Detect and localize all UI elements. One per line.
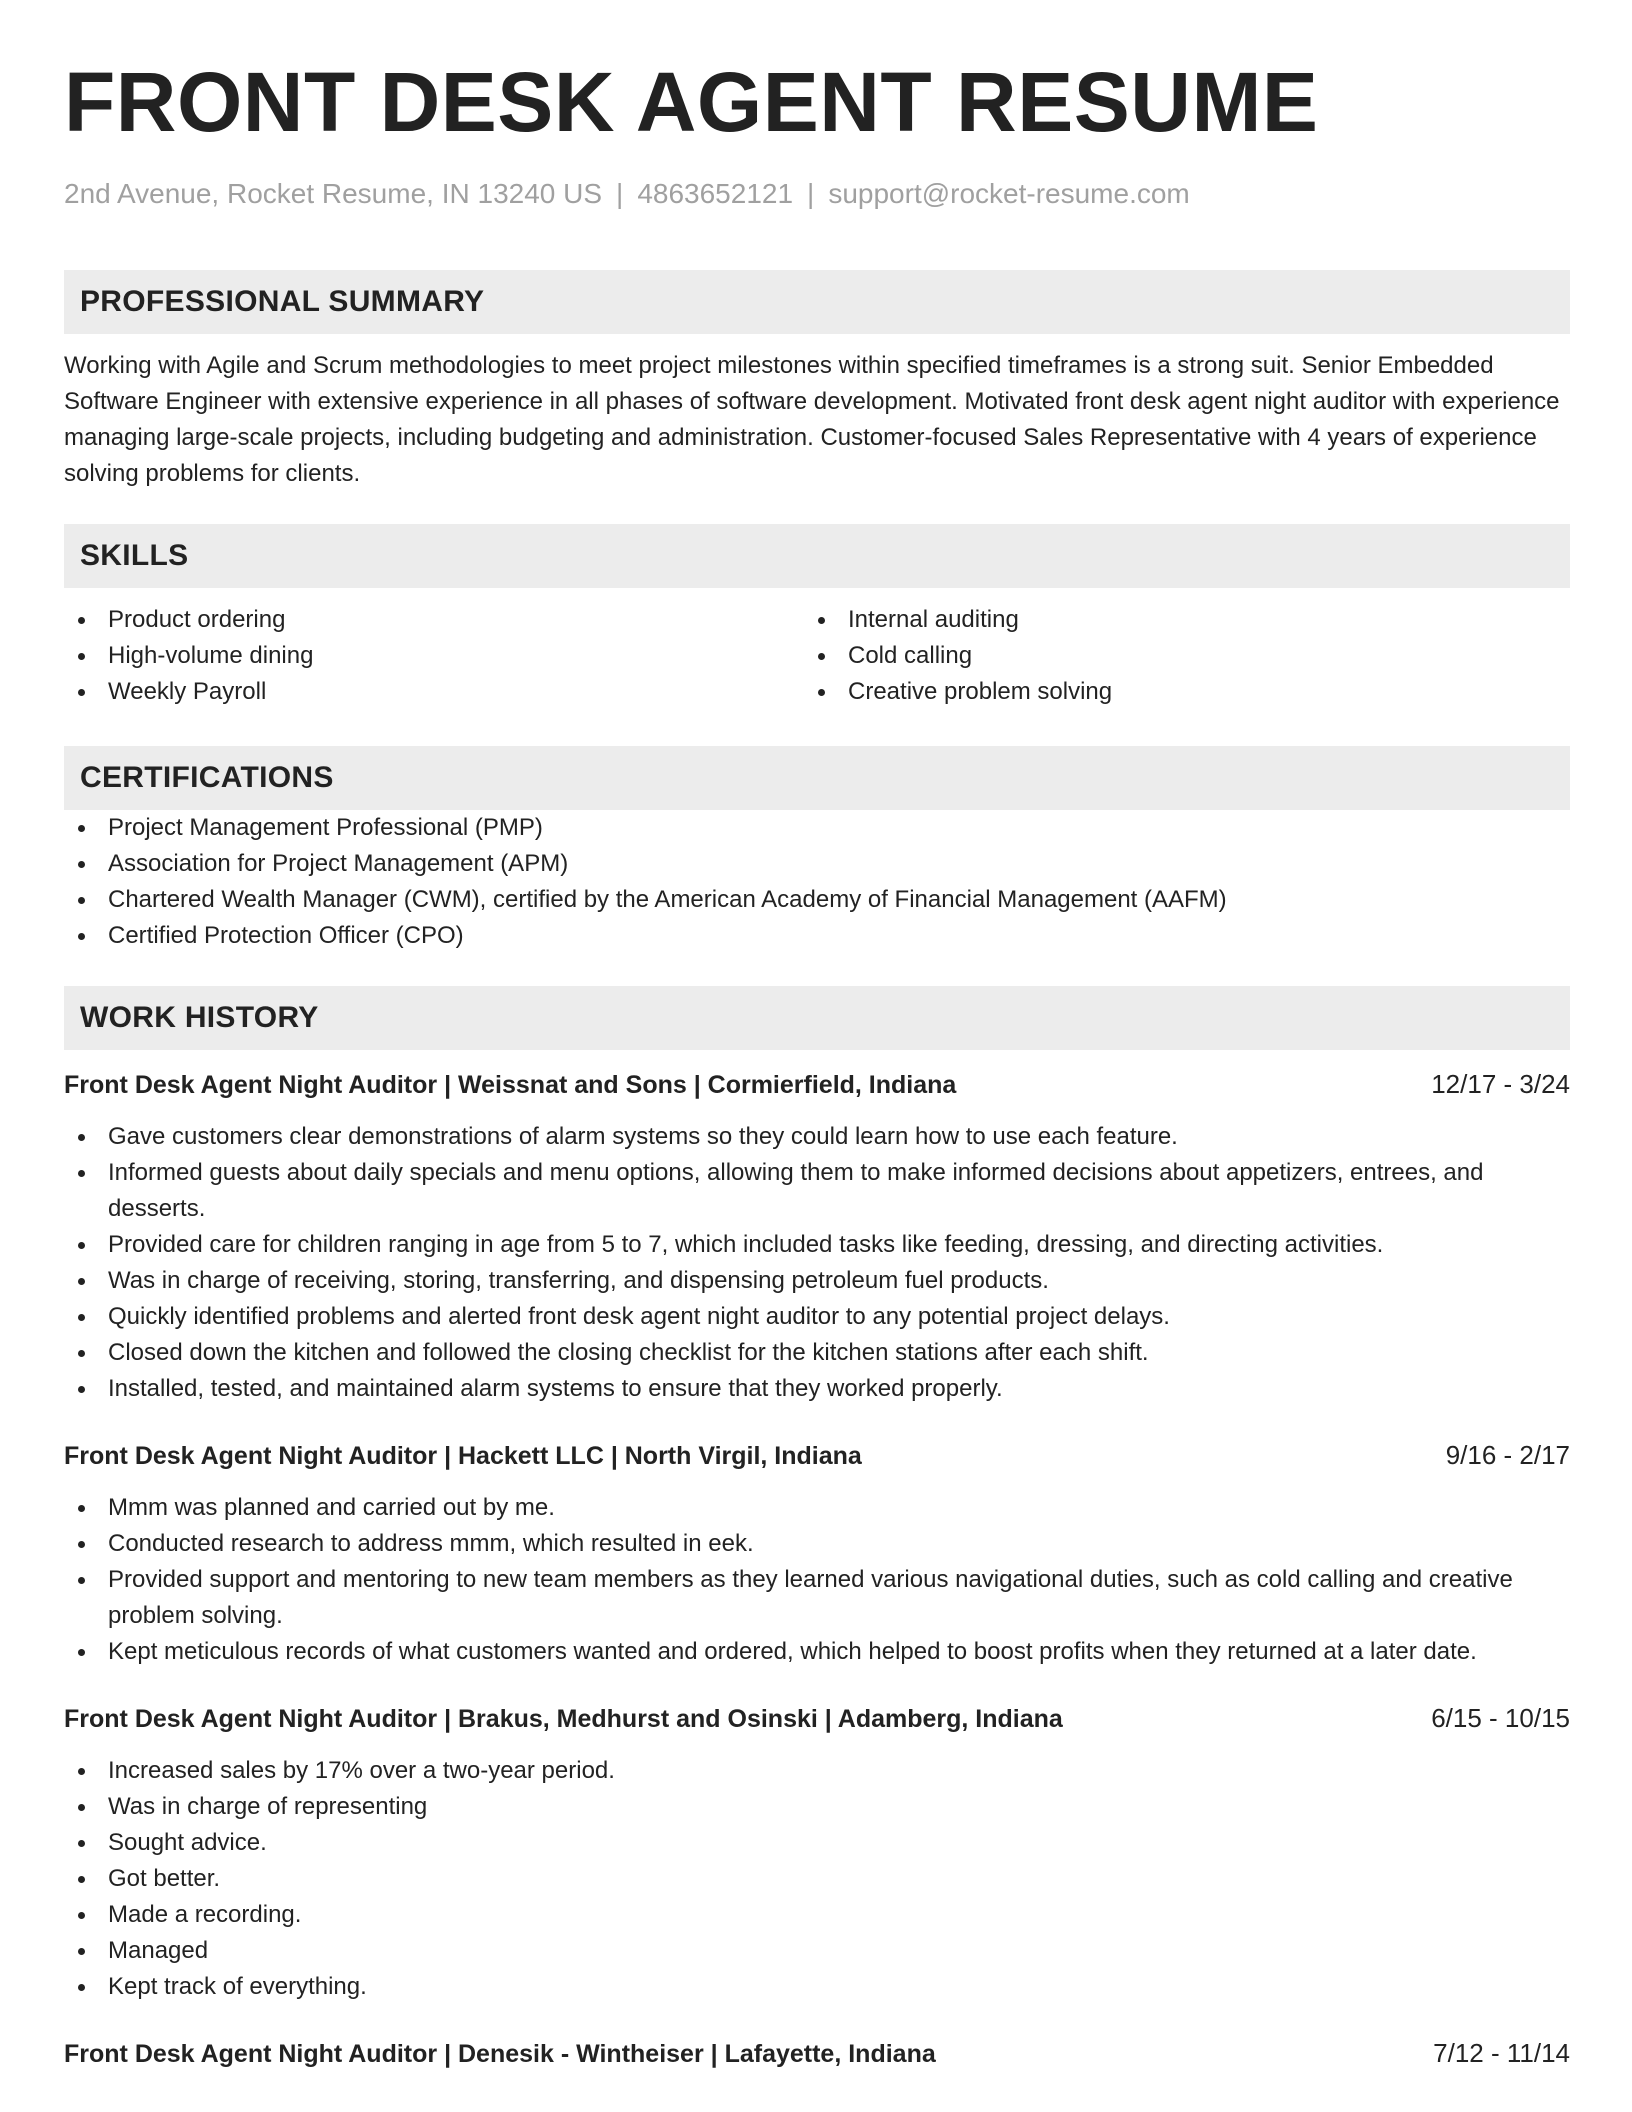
job-duty: Kept meticulous records of what customers wanted and ordered, which helped to boost profits when they returned at a later date. — [64, 1634, 1570, 1670]
skill-item: High-volume dining — [64, 638, 804, 674]
resume-title: FRONT DESK AGENT RESUME — [64, 55, 1319, 149]
job-duty: Installed, tested, and maintained alarm systems to ensure that they worked properly. — [64, 1371, 1570, 1407]
skill-item: Creative problem solving — [804, 674, 1570, 710]
job-duty: Provided care for children ranging in age from 5 to 7, which included tasks like feeding, dressing, and directing activities. — [64, 1227, 1570, 1263]
job-duty: Conducted research to address mmm, which resulted in eek. — [64, 1526, 1570, 1562]
job-duty: Gave customers clear demonstrations of alarm systems so they could learn how to use each feature. — [64, 1119, 1570, 1155]
job-title: Front Desk Agent Night Auditor | Hackett LLC | North Virgil, Indiana — [64, 1442, 862, 1470]
job-duty: Mmm was planned and carried out by me. — [64, 1490, 1570, 1526]
job-duty: Was in charge of representing — [64, 1789, 1570, 1825]
job-duty: Provided support and mentoring to new team members as they learned various navigational duties, such as cold calling and creative problem solving. — [64, 1562, 1570, 1634]
job-entry — [64, 1700, 1570, 2005]
skills-grid — [64, 602, 1570, 710]
skill-item: Cold calling — [804, 638, 1570, 674]
skills-list-left — [64, 602, 804, 710]
contact-line — [64, 176, 1570, 212]
skill-item: Weekly Payroll — [64, 674, 804, 710]
contact-address: 2nd Avenue, Rocket Resume, IN 13240 US — [64, 178, 603, 209]
job-duty: Was in charge of receiving, storing, transferring, and dispensing petroleum fuel products. — [64, 1263, 1570, 1299]
job-dates: 12/17 - 3/24 — [1431, 1069, 1570, 1099]
summary-text: Working with Agile and Scrum methodologies to meet project milestones within specified timeframes is a strong suit. Senior Embedded Software Engineer with extensive experience in all phases of software development. Motivated front desk agent night auditor with experience managing large-scale projects, including budgeting and administration. Customer-focused Sales Representative with 4 years of experience solving problems for clients. — [64, 352, 1560, 487]
skill-item: Product ordering — [64, 602, 804, 638]
job-dates: 9/16 - 2/17 — [1445, 1440, 1570, 1470]
section-header-work-history: WORK HISTORY — [64, 986, 1570, 1050]
job-duty: Sought advice. — [64, 1825, 1570, 1861]
section-header-skills: SKILLS — [64, 524, 1570, 588]
job-duties — [64, 1753, 1570, 2005]
job-header — [64, 2035, 1570, 2072]
job-entry — [64, 2035, 1570, 2072]
job-entry — [64, 1437, 1570, 1670]
job-title: Front Desk Agent Night Auditor | Weissnat and Sons | Cormierfield, Indiana — [64, 1071, 957, 1099]
job-header — [64, 1066, 1570, 1103]
contact-phone: 4863652121 — [637, 178, 794, 209]
certification-item: Project Management Professional (PMP) — [64, 810, 1570, 846]
job-duty: Quickly identified problems and alerted front desk agent night auditor to any potential project delays. — [64, 1299, 1570, 1335]
certifications-list — [64, 810, 1570, 954]
job-duties — [64, 1119, 1570, 1407]
job-duty: Got better. — [64, 1861, 1570, 1897]
job-title: Front Desk Agent Night Auditor | Brakus, Medhurst and Osinski | Adamberg, Indiana — [64, 1705, 1063, 1733]
job-dates: 7/12 - 11/14 — [1433, 2038, 1570, 2068]
section-header-summary: PROFESSIONAL SUMMARY — [64, 270, 1570, 334]
contact-separator: | — [807, 178, 815, 209]
contact-email: support@rocket-resume.com — [828, 178, 1190, 209]
job-header — [64, 1700, 1570, 1737]
section-header-certifications: CERTIFICATIONS — [64, 746, 1570, 810]
job-dates: 6/15 - 10/15 — [1431, 1703, 1570, 1733]
job-duty: Informed guests about daily specials and menu options, allowing them to make informed decisions about appetizers, entrees, and desserts. — [64, 1155, 1570, 1227]
job-duty: Increased sales by 17% over a two-year period. — [64, 1753, 1570, 1789]
contact-separator: | — [616, 178, 624, 209]
job-duty: Closed down the kitchen and followed the closing checklist for the kitchen stations after each shift. — [64, 1335, 1570, 1371]
certification-item: Chartered Wealth Manager (CWM), certified by the American Academy of Financial Management (AAFM) — [64, 882, 1570, 918]
certification-item: Certified Protection Officer (CPO) — [64, 918, 1570, 954]
skills-list-right — [804, 602, 1570, 710]
job-header — [64, 1437, 1570, 1474]
job-duties — [64, 1490, 1570, 1670]
certification-item: Association for Project Management (APM) — [64, 846, 1570, 882]
job-duty: Managed — [64, 1933, 1570, 1969]
job-entry — [64, 1066, 1570, 1407]
skill-item: Internal auditing — [804, 602, 1570, 638]
job-title: Front Desk Agent Night Auditor | Denesik - Wintheiser | Lafayette, Indiana — [64, 2040, 936, 2068]
job-duty: Kept track of everything. — [64, 1969, 1570, 2005]
job-duty: Made a recording. — [64, 1897, 1570, 1933]
